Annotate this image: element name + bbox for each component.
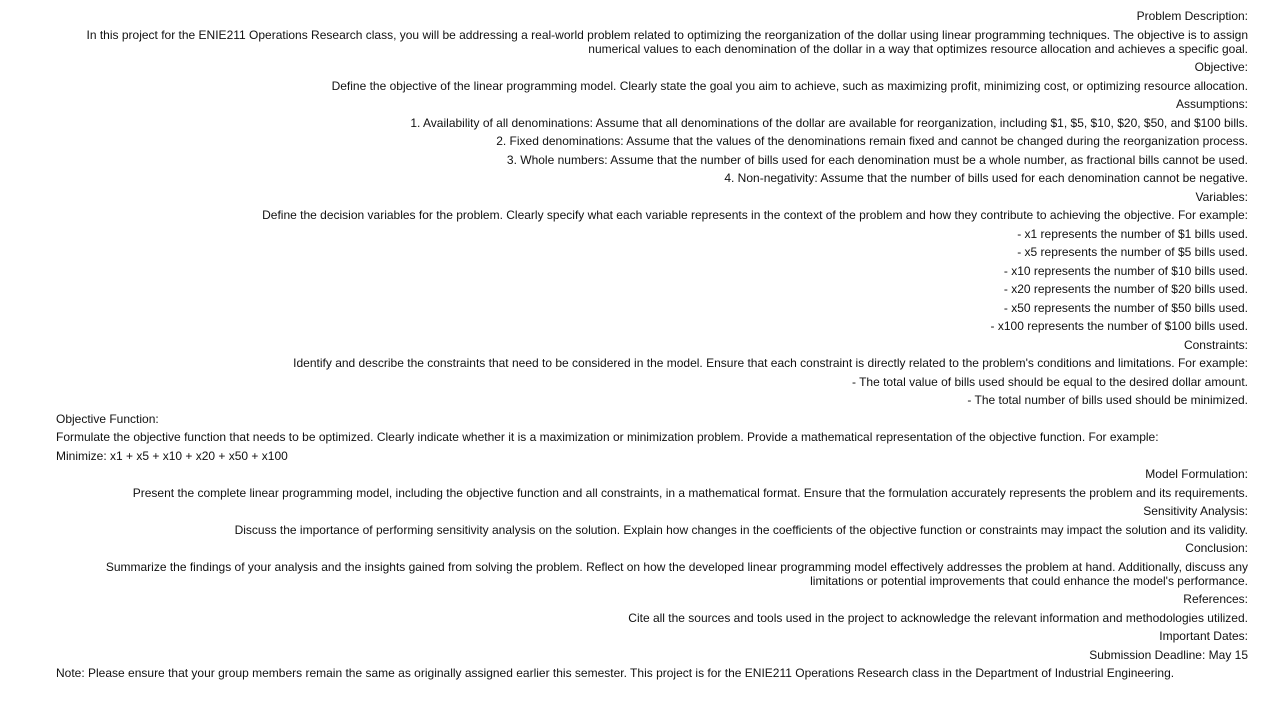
model-formulation-text: Present the complete linear programming model, including the objective function and all constraints, in a mathematical format. Ensure that the formulation accurately represents the problem and its requirements. bbox=[132, 485, 1248, 500]
variable-item: - x100 represents the number of $100 bills used. bbox=[990, 319, 1248, 333]
sensitivity-analysis-text: Discuss the importance of performing sensitivity analysis on the solution. Explain how changes in the coefficients of the objective function or constraints may impact the solution and its validity. bbox=[234, 522, 1248, 537]
constraints-heading: Constraints: bbox=[1183, 337, 1248, 352]
note-text: Note: Please ensure that your group members remain the same as originally assigned earlier this semester. This project is for the ENIE211 Operations Research class in the Department of Industrial Engineering. bbox=[56, 666, 1175, 680]
variables-text: Define the decision variables for the problem. Clearly specify what each variable represents in the context of the problem and how they contribute to achieving the objective. For example: bbox=[262, 208, 1248, 222]
objective-text: Define the objective of the linear programming model. Clearly state the goal you aim to achieve, such as maximizing profit, minimizing cost, or optimizing resource allocation. bbox=[331, 78, 1248, 93]
important-dates-heading: Important Dates: bbox=[1159, 629, 1248, 643]
sensitivity-analysis-heading: Sensitivity Analysis: bbox=[1143, 504, 1248, 518]
objective-function-formula: Minimize: x1 + x5 + x10 + x20 + x50 + x100 bbox=[56, 448, 288, 463]
variable-item: - x1 represents the number of $1 bills used. bbox=[1017, 226, 1248, 241]
assumption-item: 3. Whole numbers: Assume that the number of bills used for each denomination must be a whole number, as fractional bills cannot be used. bbox=[506, 152, 1248, 167]
variable-item: - x5 represents the number of $5 bills used. bbox=[1017, 245, 1248, 259]
variable-item: - x10 represents the number of $10 bills used. bbox=[1003, 263, 1248, 278]
constraints-text: Identify and describe the constraints that need to be considered in the model. Ensure that each constraint is directly related to the problem's conditions and limitations. For example: bbox=[293, 356, 1248, 370]
assumption-item: 2. Fixed denominations: Assume that the values of the denominations remain fixed and cannot be changed during the reorganization process. bbox=[496, 134, 1248, 148]
conclusion-heading: Conclusion: bbox=[1185, 541, 1248, 555]
assumptions-heading: Assumptions: bbox=[1175, 97, 1248, 111]
assumption-item: 1. Availability of all denominations: Assume that all denominations of the dollar are available for reorganization, including $1, $5, $10, $20, $50, and $100 bills. bbox=[410, 115, 1248, 130]
problem-description-heading: Problem Description: bbox=[1136, 9, 1248, 23]
objective-heading: Objective: bbox=[1194, 60, 1248, 74]
submission-deadline: Submission Deadline: May 15 bbox=[1089, 647, 1248, 662]
variable-item: - x20 represents the number of $20 bills used. bbox=[1003, 282, 1248, 296]
references-heading: References: bbox=[1183, 592, 1248, 606]
document-body bbox=[56, 9, 1248, 685]
objective-function-heading: Objective Function: bbox=[56, 411, 159, 426]
references-text: Cite all the sources and tools used in the project to acknowledge the relevant information and methodologies utilized. bbox=[628, 610, 1248, 625]
objective-function-text: Formulate the objective function that needs to be optimized. Clearly indicate whether it is a maximization or minimization problem. Provide a mathematical representation of the objective function. For example: bbox=[56, 430, 1159, 444]
assumption-item: 4. Non-negativity: Assume that the number of bills used for each denomination cannot be negative. bbox=[724, 171, 1248, 185]
variables-heading: Variables: bbox=[1195, 189, 1248, 204]
problem-description-text: In this project for the ENIE211 Operations Research class, you will be addressing a real-world problem related to optimizing the reorganization of the dollar using linear programming techniques. The objective is to assign numerical values to each denomination of the dollar in a way that optimizes resource allocation and achieves a specific goal. bbox=[86, 27, 1248, 56]
variable-item: - x50 represents the number of $50 bills used. bbox=[1003, 300, 1248, 315]
conclusion-text: Summarize the findings of your analysis and the insights gained from solving the problem. Reflect on how the developed linear programming model effectively addresses the problem at hand. Additionally, discuss any limitations or potential improvements that could enhance the model's performance. bbox=[105, 559, 1248, 588]
constraint-item: - The total value of bills used should be equal to the desired dollar amount. bbox=[851, 374, 1248, 389]
model-formulation-heading: Model Formulation: bbox=[1145, 467, 1248, 481]
constraint-item: - The total number of bills used should be minimized. bbox=[967, 393, 1248, 407]
